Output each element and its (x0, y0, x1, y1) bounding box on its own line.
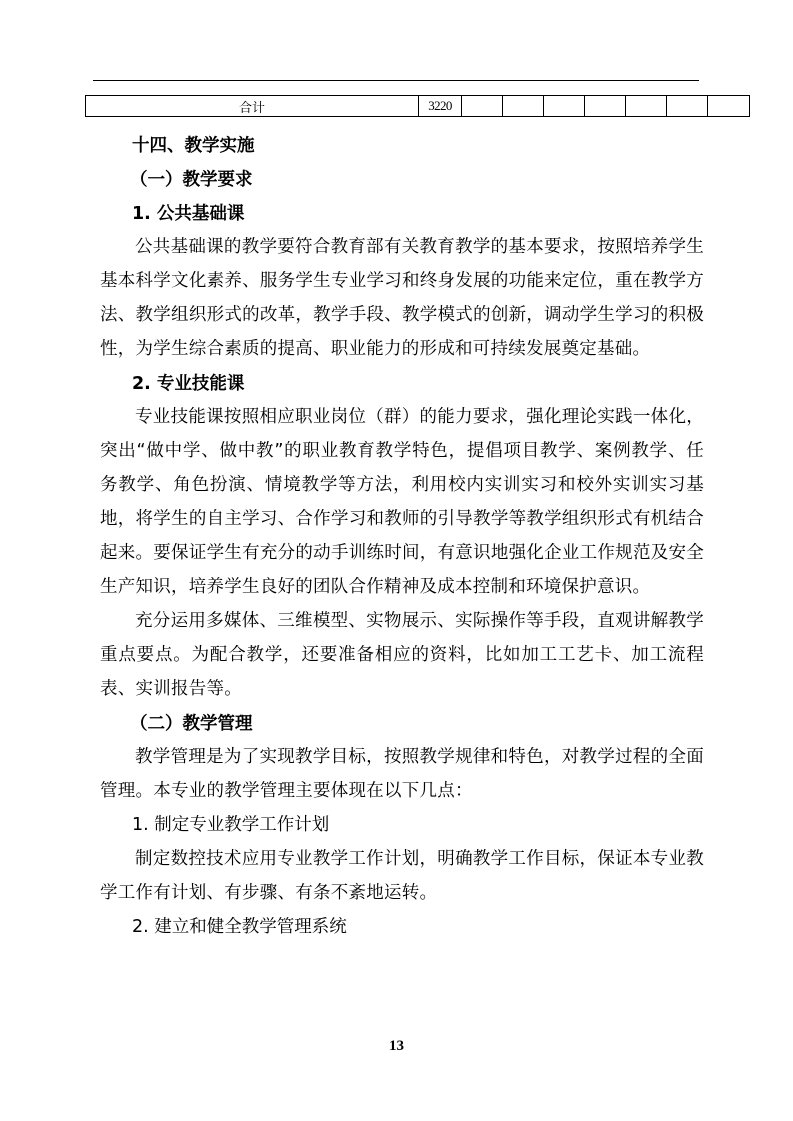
section-heading: 十四、教学实施 (132, 136, 255, 156)
list-item: 2. 建立和健全教学管理系统 (132, 917, 347, 937)
paragraph: 公共基础课的教学要符合教育部有关教育教学的基本要求，按照培养学生基本科学文化素养、服务学生专业学习和终身发展的功能来定位，重在教学方法、教学组织形式的改革，教学手段、教学模式的创新，调动学生学习的积极性，为学生综合素质的提高、职业能力的形成和可持续发展奠定基础。 (100, 237, 704, 359)
empty-cell (708, 96, 750, 117)
paragraph: 充分运用多媒体、三维模型、实物展示、实际操作等手段，直观讲解教学重点要点。为配合教学，还要准备相应的资料，比如加工工艺卡、加工流程表、实训报告等。 (100, 611, 704, 699)
page-number: 13 (389, 1038, 404, 1054)
empty-cell (626, 96, 667, 117)
header-rule (93, 80, 699, 81)
empty-cell (585, 96, 626, 117)
empty-cell (544, 96, 585, 117)
total-value-cell: 3220 (419, 96, 462, 117)
credit-total-table (85, 95, 750, 117)
total-label-cell: 合计 (86, 96, 419, 117)
empty-cell (503, 96, 544, 117)
subsection-heading: （一）教学要求 (130, 170, 253, 190)
empty-cell (667, 96, 708, 117)
paragraph: 制定数控技术应用专业教学工作计划，明确教学工作目标，保证本专业教学工作有计划、有步骤、有条不紊地运转。 (100, 849, 704, 903)
empty-cell (462, 96, 503, 117)
paragraph: 专业技能课按照相应职业岗位（群）的能力要求，强化理论实践一体化，突出“做中学、做中教”的职业教育教学特色，提倡项目教学、案例教学、任务教学、角色扮演、情境教学等方法，利用校内实训实习和校外实训实习基地，将学生的自主学习、合作学习和教师的引导教学等教学组织形式有机结合起来。要保证学生有充分的动手训练时间，有意识地强化企业工作规范及安全生产知识，培养学生良好的团队合作精神及成本控制和环境保护意识。 (100, 407, 704, 597)
table-row (86, 96, 750, 117)
subsection-heading: （二）教学管理 (130, 714, 253, 734)
paragraph: 教学管理是为了实现教学目标，按照教学规律和特色，对教学过程的全面管理。本专业的教学管理主要体现在以下几点： (100, 747, 704, 801)
document-body (100, 130, 704, 944)
item-heading: 1. 公共基础课 (132, 204, 245, 224)
item-heading: 2. 专业技能课 (132, 374, 245, 394)
list-item: 1. 制定专业教学工作计划 (132, 815, 330, 835)
